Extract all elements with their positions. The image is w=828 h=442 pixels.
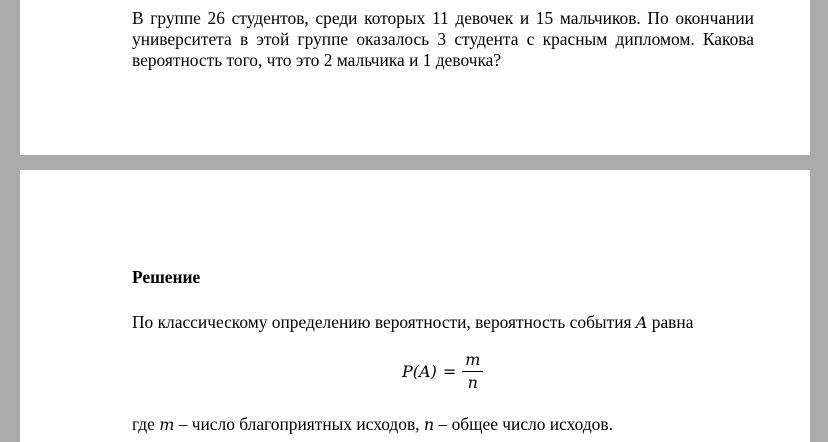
problem-statement: В группе 26 студентов, среди которых 11 девочек и 15 мальчиков. По окончании университета в этой группе оказалось 3 студента с красным дипломом. Какова вероятность того, что это 2 мальчика и 1 девочка? [132, 8, 754, 70]
definition-line [132, 312, 693, 333]
solution-heading: Решение [132, 267, 201, 287]
where-n-description: – общее число исходов. [434, 414, 613, 434]
where-m-symbol: m [159, 415, 175, 434]
where-m-description: – число благоприятных исходов, [174, 414, 424, 434]
probability-formula [402, 346, 483, 396]
where-prefix: где [132, 414, 160, 434]
fraction-denominator: n [467, 372, 478, 392]
formula-lhs: P(A) [402, 361, 437, 381]
where-line [132, 414, 613, 435]
fraction-numerator: m [465, 349, 481, 369]
page-2 [20, 170, 810, 442]
where-n-symbol: n [423, 415, 435, 434]
formula-fraction [462, 351, 483, 392]
definition-prefix: По классическому определению вероятности, вероятность события [132, 312, 636, 332]
formula-equals: = [442, 361, 457, 381]
page-1 [20, 0, 810, 155]
definition-suffix: равна [647, 312, 694, 332]
event-symbol: A [635, 313, 648, 332]
